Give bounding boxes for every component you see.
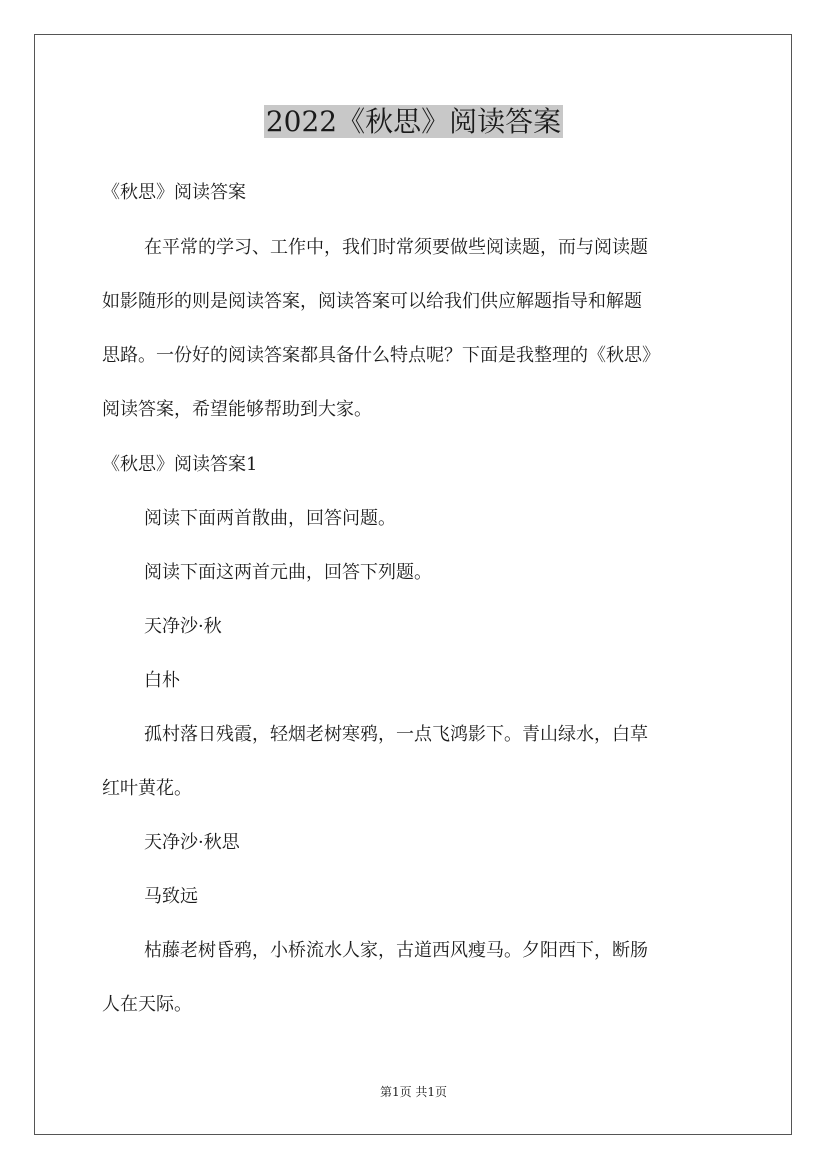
page-footer: 第1页 共1页 [379, 1085, 448, 1099]
intro-line: 阅读答案，希望能够帮助到大家。 [102, 399, 372, 420]
intro-line: 如影随形的则是阅读答案，阅读答案可以给我们供应解题指导和解题 [102, 291, 642, 312]
intro-line: 在平常的学习、工作中，我们时常须要做些阅读题，而与阅读题 [144, 237, 648, 258]
intro-line: 思路。一份好的阅读答案都具备什么特点呢？下面是我整理的《秋思》 [102, 345, 660, 366]
section-heading: 《秋思》阅读答案 [102, 182, 246, 203]
poem-title: 天净沙·秋思 [144, 832, 240, 853]
poem-title: 天净沙·秋 [144, 616, 222, 637]
section-heading: 《秋思》阅读答案1 [102, 454, 258, 475]
poem-author: 马致远 [144, 886, 198, 907]
poem-line: 红叶黄花。 [102, 778, 192, 799]
poem-line: 枯藤老树昏鸦，小桥流水人家，古道西风瘦马。夕阳西下，断肠 [144, 940, 648, 961]
poem-line: 人在天际。 [102, 994, 192, 1015]
paragraph: 阅读下面这两首元曲，回答下列题。 [144, 562, 432, 583]
document-title [0, 100, 827, 144]
document-title-text: 2022《秋思》阅读答案 [265, 105, 562, 138]
poem-author: 白朴 [144, 670, 180, 691]
paragraph: 阅读下面两首散曲，回答问题。 [144, 508, 396, 529]
poem-line: 孤村落日残霞，轻烟老树寒鸦，一点飞鸿影下。青山绿水，白草 [144, 724, 648, 745]
